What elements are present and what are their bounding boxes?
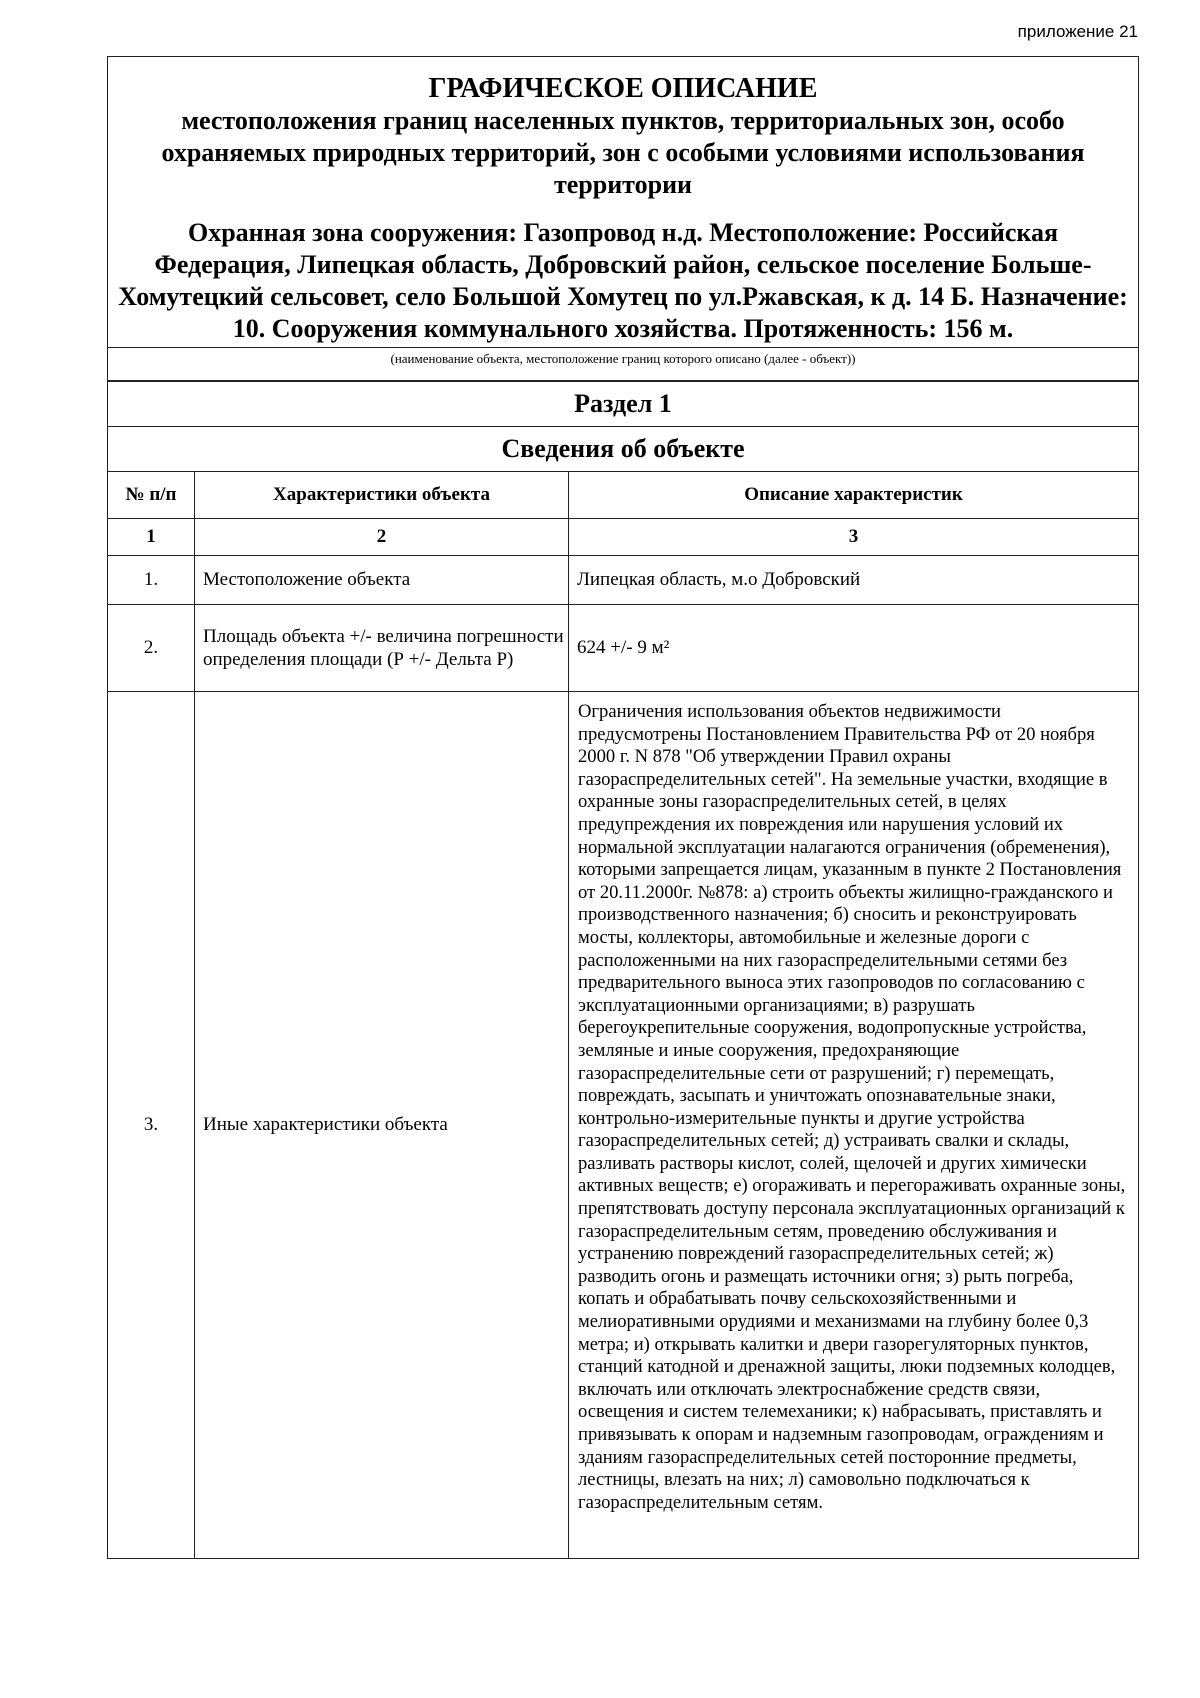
row-number: 3. bbox=[108, 692, 195, 1559]
header-cell-description: Описание характеристик bbox=[569, 472, 1139, 519]
document-title: ГРАФИЧЕСКОЕ ОПИСАНИЕ bbox=[428, 73, 818, 104]
row-number: 1. bbox=[108, 556, 195, 605]
document-sheet bbox=[107, 56, 1139, 1559]
table-row bbox=[108, 605, 1138, 692]
document-subtitle: местоположения границ населенных пунктов, территориальных зон, особо охраняемых природных территорий, зон с особыми условиями использования территории bbox=[161, 106, 1085, 199]
column-number: 2 bbox=[195, 519, 569, 556]
row-value-cell bbox=[569, 692, 1139, 1559]
section-subtitle: Сведения об объекте bbox=[108, 427, 1138, 472]
table-row bbox=[108, 692, 1138, 1559]
row-characteristic: Иные характеристики объекта bbox=[195, 692, 569, 1559]
document-header bbox=[108, 57, 1138, 348]
column-number-row bbox=[108, 519, 1138, 556]
object-info-table bbox=[108, 472, 1138, 1559]
header-cell-characteristic: Характеристики объекта bbox=[195, 472, 569, 519]
row-value: Липецкая область, м.о Добровский bbox=[569, 556, 1139, 605]
header-cell-number: № п/п bbox=[108, 472, 195, 519]
column-number: 3 bbox=[569, 519, 1139, 556]
object-name: Охранная зона сооружения: Газопровод н.д. Местоположение: Российская Федерация, Липецкая область, Добровский район, сельское поселение Больше-Хомутецкий сельсовет, село Большой Хомутец по ул.Ржавская, к д. 14 Б. Назначение: 10. Сооружения коммунального хозяйства. Протяженность: 156 м. bbox=[118, 218, 1128, 343]
table-row bbox=[108, 556, 1138, 605]
table-header-row bbox=[108, 472, 1138, 519]
object-caption: (наименование объекта, местоположение границ которого описано (далее - объект)) bbox=[108, 348, 1138, 381]
section-title: Раздел 1 bbox=[108, 381, 1138, 427]
row-characteristic: Площадь объекта +/- величина погрешности определения площади (Р +/- Дельта Р) bbox=[195, 605, 569, 692]
appendix-label: приложение 21 bbox=[1017, 22, 1138, 41]
column-number: 1 bbox=[108, 519, 195, 556]
row-value: 624 +/- 9 м² bbox=[569, 605, 1139, 692]
row-number: 2. bbox=[108, 605, 195, 692]
row-characteristic: Местоположение объекта bbox=[195, 556, 569, 605]
row-value: Ограничения использования объектов недвижимости предусмотрены Постановлением Правительства РФ от 20 ноября 2000 г. N 878 "Об утверждении Правил охраны газораспределительных сетей". На земельные участки, входящие в охранные зоны газораспределительных сетей, в целях предупреждения их повреждения или нарушения условий их нормальной эксплуатации налагаются ограничения (обременения), которыми запрещается лицам, указанным в пункте 2 Постановления от 20.11.2000г. №878: а) строить объекты жилищно-гражданского и производственного назначения; б) сносить и реконструировать мосты, коллекторы, автомобильные и железные дороги с расположенными на них газораспределительными сетями без предварительного выноса этих газопроводов по согласованию с эксплуатационными организациями; в) разрушать берегоукрепительные сооружения, водопропускные устройства, земляные и иные сооружения, предохраняющие газораспределительные сети от разрушений; г) перемещать, повреждать, засыпать и уничтожать опознавательные знаки, контрольно-измерительные пункты и другие устройства газораспределительных сетей; д) устраивать свалки и склады, разливать растворы кислот, солей, щелочей и других химически активных веществ; е) огораживать и перегораживать охранные зоны, препятствовать доступу персонала эксплуатационных организаций к газораспределительным сетям, проведению обслуживания и устранению повреждений газораспределительных сетей; ж) разводить огонь и размещать источники огня; з) рыть погреба, копать и обрабатывать почву сельскохозяйственными и мелиоративными орудиями и механизмами на глубину более 0,3 метра; и) открывать калитки и двери газорегуляторных пунктов, станций катодной и дренажной защиты, люки подземных колодцев, включать или отключать электроснабжение средств связи, освещения и систем телемеханики; к) набрасывать, приставлять и привязывать к опорам и надземным газопроводам, ограждениям и зданиям газораспределительных сетей посторонние предметы, лестницы, влезать на них; л) самовольно подключаться к газораспределительным сетям. bbox=[578, 701, 1126, 1513]
